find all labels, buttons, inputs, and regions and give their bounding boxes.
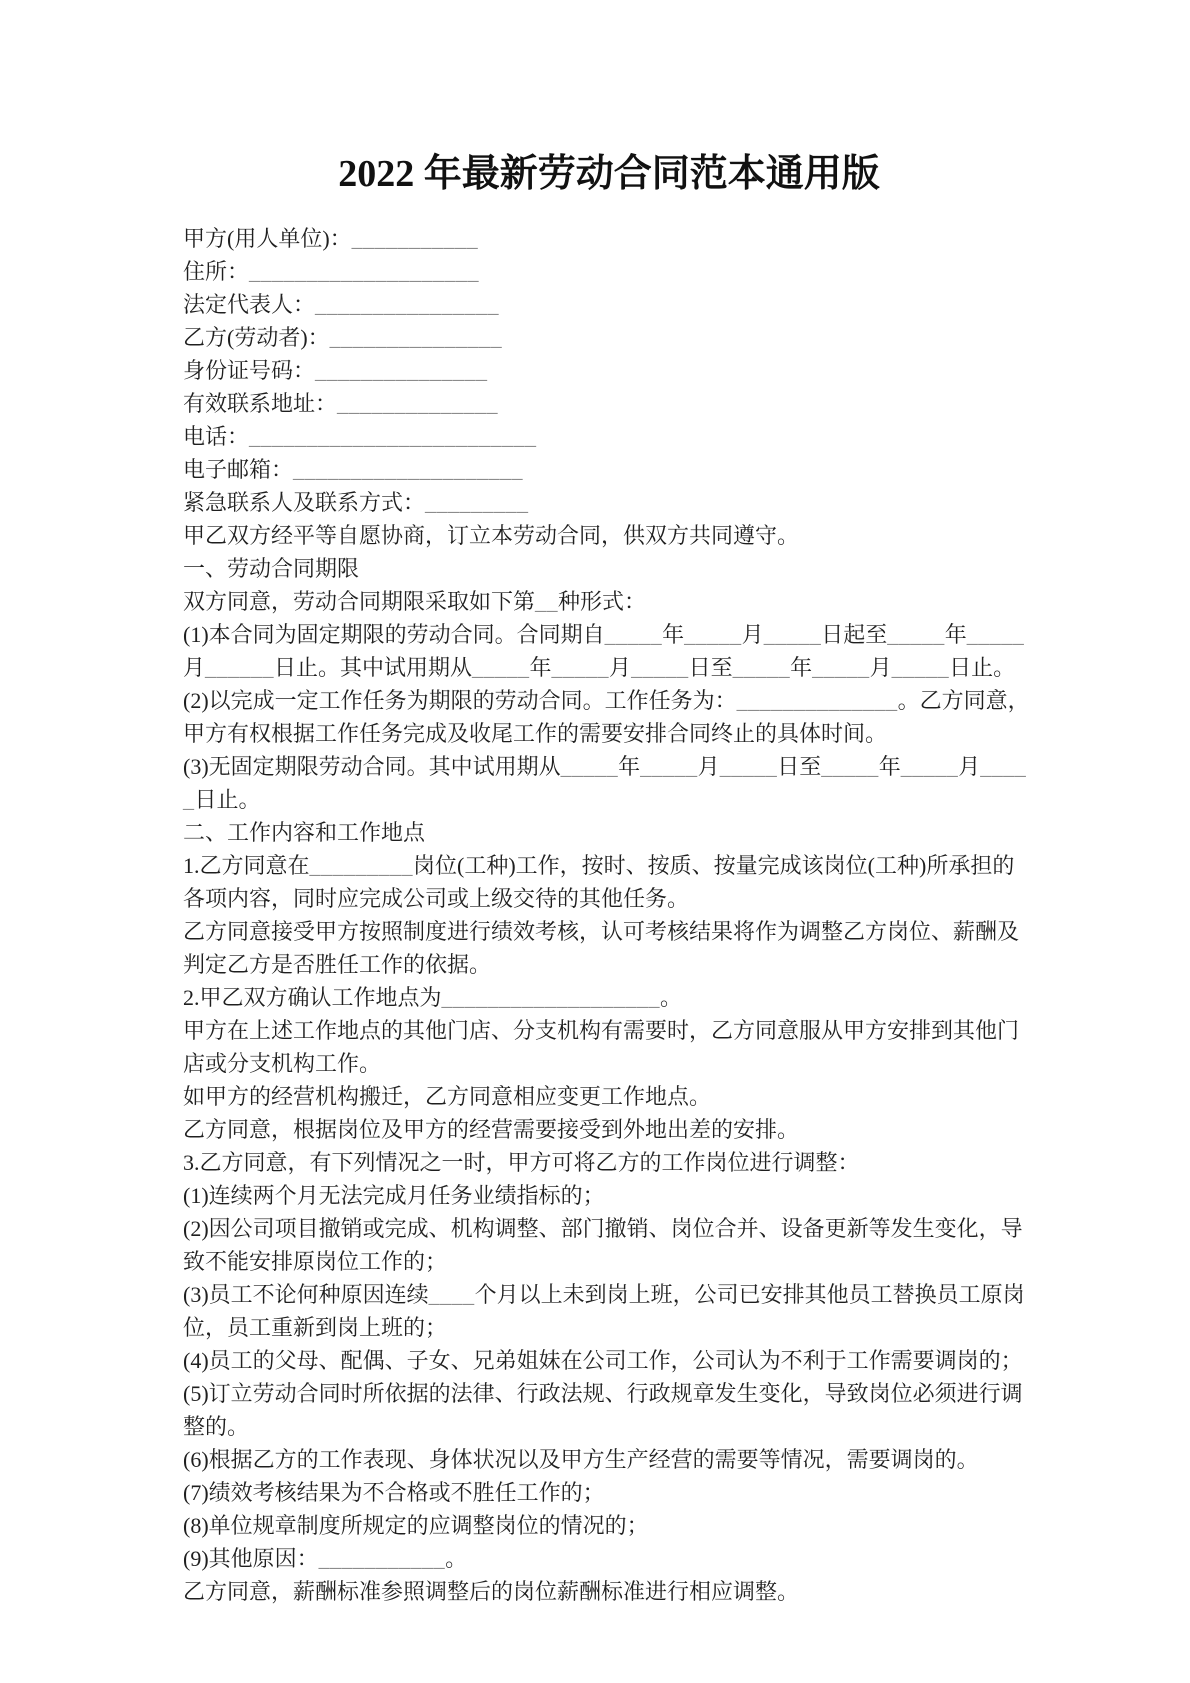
fill-in-blank: ___________________ [441, 985, 661, 1010]
clause-adjustment-intro: 3.乙方同意，有下列情况之一时，甲方可将乙方的工作岗位进行调整： [183, 1150, 860, 1175]
fill-in-blank: _____ [560, 754, 619, 779]
fill-in-blank: ______________ [337, 391, 499, 416]
section-1-heading: 一、劳动合同期限 [183, 556, 360, 581]
email-line: 电子邮箱：____________________ [183, 457, 524, 482]
section-2-heading: 二、工作内容和工作地点 [183, 820, 426, 845]
adjustment-item-4: (4)员工的父母、配偶、子女、兄弟姐妹在公司工作，公司认为不利于工作需要调岗的； [183, 1348, 1023, 1373]
address-line: 住所：____________________ [183, 259, 480, 284]
clause-performance-review: 乙方同意接受甲方按照制度进行绩效考核，认可考核结果将作为调整乙方岗位、薪酬及判定乙方是否胜任工作的依据。 [183, 919, 1020, 977]
fill-in-blank: _______________ [329, 325, 503, 350]
clause-branch-transfer: 甲方在上述工作地点的其他门店、分支机构有需要时，乙方同意服从甲方安排到其他门店或分支机构工作。 [183, 1018, 1020, 1076]
emergency-contact-line: 紧急联系人及联系方式：_________ [183, 490, 529, 515]
term-option-3: (3)无固定期限劳动合同。其中试用期从_____年_____月_____日至_____年_____月_____日止。 [183, 754, 1027, 812]
fill-in-blank: _____ [900, 754, 959, 779]
fill-in-blank: _________ [309, 853, 414, 878]
adjustment-item-5: (5)订立劳动合同时所依据的法律、行政法规、行政规章发生变化，导致岗位必须进行调整的。 [183, 1381, 1023, 1439]
fill-in-blank: _____ [966, 622, 1025, 647]
fill-in-blank: ____________________ [293, 457, 524, 482]
fill-in-blank: _____ [763, 622, 822, 647]
fill-in-blank: ___________ [351, 226, 479, 251]
adjustment-item-7: (7)绩效考核结果为不合格或不胜任工作的； [183, 1480, 605, 1505]
fill-in-blank: _____ [732, 655, 791, 680]
salary-adjustment-line: 乙方同意，薪酬标准参照调整后的岗位薪酬标准进行相应调整。 [183, 1579, 800, 1604]
adjustment-item-2: (2)因公司项目撤销或完成、机构调整、部门撤销、岗位合并、设备更新等发生变化，导致不能安排原岗位工作的； [183, 1216, 1023, 1274]
fill-in-blank: _____ [812, 655, 870, 680]
fill-in-blank: ________________ [315, 292, 500, 317]
fill-in-blank: _____ [551, 655, 610, 680]
id-number-line: 身份证号码：_______________ [183, 358, 488, 383]
fill-in-blank: ____ [428, 1282, 475, 1307]
fill-in-blank: _____ [891, 655, 950, 680]
party-b-line: 乙方(劳动者)：_______________ [183, 325, 503, 350]
clause-relocation: 如甲方的经营机构搬迁，乙方同意相应变更工作地点。 [183, 1084, 712, 1109]
clause-work-location: 2.甲乙双方确认工作地点为___________________。 [183, 985, 683, 1010]
document-title: 2022 年最新劳动合同范本通用版 [338, 153, 880, 195]
fill-in-blank: __ [535, 589, 559, 614]
clause-business-trip: 乙方同意，根据岗位及甲方的经营需要接受到外地出差的安排。 [183, 1117, 800, 1142]
fill-in-blank: _____ [887, 622, 945, 647]
party-a-line: 甲方(用人单位)：___________ [183, 226, 479, 251]
fill-in-blank: _____ [684, 622, 742, 647]
fill-in-blank: ____________________ [249, 259, 480, 284]
phone-line: 电话：_________________________ [183, 424, 537, 449]
fill-in-blank: _________ [425, 490, 529, 515]
fill-in-blank: _____ [821, 754, 879, 779]
fill-in-blank: _________________________ [249, 424, 537, 449]
fill-in-blank: ___________ [318, 1546, 446, 1571]
term-option-2: (2)以完成一定工作任务为期限的劳动合同。工作任务为：______________。乙方同意，甲方有权根据工作任务完成及收尾工作的需要安排合同终止的具体时间。 [183, 688, 1030, 746]
adjustment-item-6: (6)根据乙方的工作表现、身体状况以及甲方生产经营的需要等情况，需要调岗的。 [183, 1447, 979, 1472]
fill-in-blank: _______________ [315, 358, 488, 383]
fill-in-blank: ______ [205, 655, 275, 680]
fill-in-blank: _____ [472, 655, 530, 680]
fill-in-blank: _____ [183, 754, 1027, 812]
term-form-intro-line: 双方同意，劳动合同期限采取如下第__种形式： [183, 589, 647, 614]
fill-in-blank: _____ [719, 754, 778, 779]
fill-in-blank: _____ [640, 754, 698, 779]
adjustment-item-3: (3)员工不论何种原因连续____个月以上未到岗上班，公司已安排其他员工替换员工原岗位，员工重新到岗上班的； [183, 1282, 1025, 1340]
preamble-line: 甲乙双方经平等自愿协商，订立本劳动合同，供双方共同遵守。 [183, 523, 800, 548]
fill-in-blank: ______________ [736, 688, 898, 713]
document-content [183, 150, 1035, 1608]
adjustment-item-1: (1)连续两个月无法完成月任务业绩指标的； [183, 1183, 605, 1208]
fill-in-blank: _____ [604, 622, 663, 647]
adjustment-item-8: (8)单位规章制度所规定的应调整岗位的情况的； [183, 1513, 649, 1538]
adjustment-item-9: (9)其他原因：___________。 [183, 1546, 468, 1571]
legal-representative-line: 法定代表人：________________ [183, 292, 500, 317]
term-option-1: (1)本合同为固定期限的劳动合同。合同期自_____年_____月_____日起至_____年_____月______日止。其中试用期从_____年_____月_____日至_____年_____月_____日止。 [183, 622, 1025, 680]
clause-work-position: 1.乙方同意在_________岗位(工种)工作，按时、按质、按量完成该岗位(工种)所承担的各项内容，同时应完成公司或上级交待的其他任务。 [183, 853, 1015, 911]
contact-address-line: 有效联系地址：______________ [183, 391, 499, 416]
fill-in-blank: _____ [631, 655, 689, 680]
